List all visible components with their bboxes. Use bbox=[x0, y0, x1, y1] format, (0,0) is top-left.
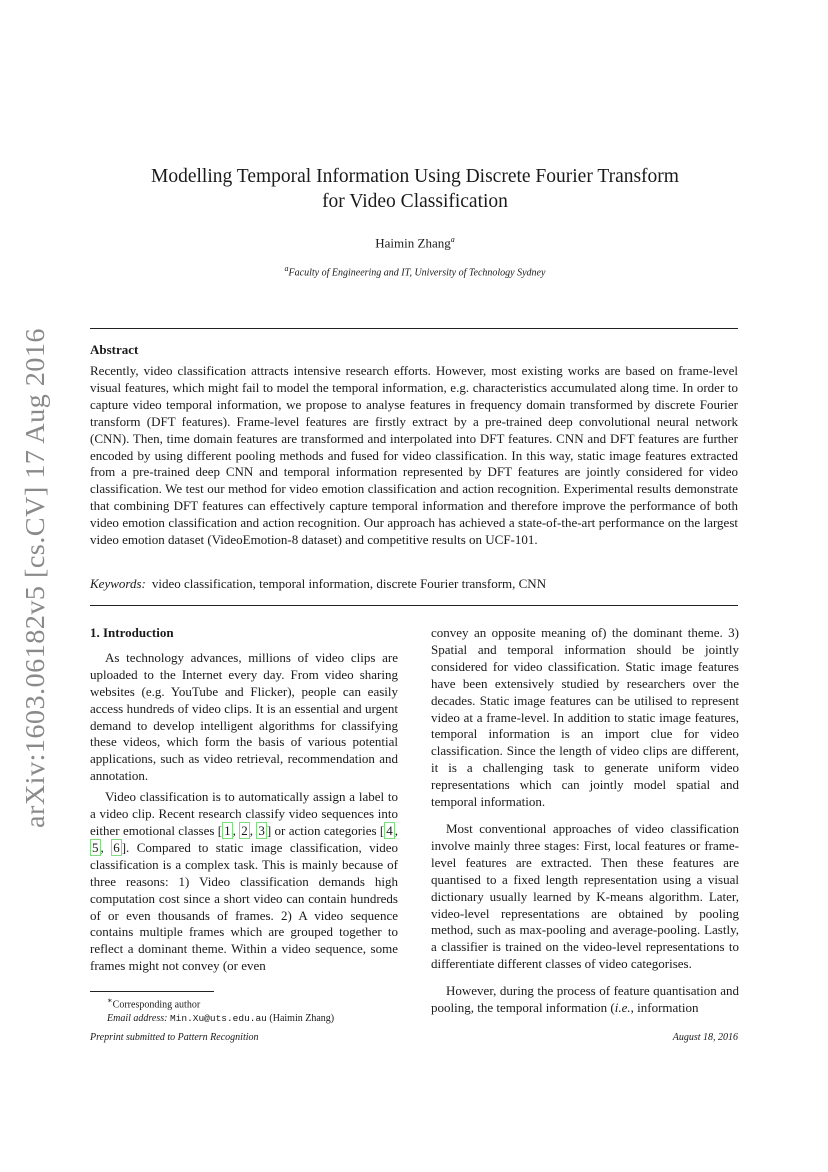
author-name: Haimin Zhang bbox=[375, 235, 451, 251]
citation-link[interactable]: 3 bbox=[258, 822, 265, 838]
footnote-email-owner: (Haimin Zhang) bbox=[269, 1013, 335, 1025]
intro-paragraph-2 bbox=[90, 789, 398, 975]
intro-p2-text-b: ] or action categories [ bbox=[266, 822, 385, 838]
affiliation-text: Faculty of Engineering and IT, University of Technology Sydney bbox=[288, 267, 546, 279]
top-rule bbox=[90, 328, 738, 329]
title-line-2: for Video Classification bbox=[322, 191, 508, 212]
footer-preprint: Preprint submitted to Pattern Recognition bbox=[90, 1032, 259, 1043]
affiliation bbox=[90, 264, 740, 278]
bottom-rule bbox=[90, 605, 738, 606]
arxiv-stamp bbox=[14, 322, 54, 828]
intro-paragraph-1: As technology advances, millions of video clips are uploaded to the Internet every day. From video sharing websites (e.g. YouTube and Flicker), people can easily access hundreds of video clips. It is an essential and urgent demand to develop intelligent algorithms for classifying these videos, which form the basis of various potential applications, such as video retrieval, recommendation and annotation. bbox=[90, 649, 398, 784]
keywords-text: video classification, temporal information, discrete Fourier transform, CNN bbox=[151, 576, 547, 591]
col2-paragraph-1: convey an opposite meaning of) the dominant theme. 3) Spatial and temporal information should be jointly considered for video classification. Static image features have been extensively studied by researchers over the decades. Static image features can be utilised to represent video at a frame-level. In addition to static image features, temporal information is an import clue for video classification. Since the length of video clips are different, it is a challenging task to generate uniform video representations which can jointly model spatial and temporal information. bbox=[431, 625, 739, 810]
keywords bbox=[90, 576, 738, 592]
abstract-heading: Abstract bbox=[90, 342, 139, 357]
author bbox=[90, 235, 740, 251]
footnote-corresponding: Corresponding author bbox=[112, 999, 201, 1011]
citation-link[interactable]: 5 bbox=[92, 839, 99, 855]
citation-link[interactable]: 1 bbox=[224, 822, 231, 838]
left-column bbox=[90, 625, 398, 975]
footnote bbox=[90, 994, 410, 1026]
footnote-rule bbox=[90, 991, 214, 992]
affiliation-mark: a bbox=[284, 264, 289, 273]
citation-separator: , bbox=[232, 822, 240, 838]
col2-paragraph-3 bbox=[431, 983, 739, 1017]
citation-link[interactable]: 6 bbox=[113, 839, 120, 855]
col2-p3-text-b: , information bbox=[630, 1000, 699, 1016]
paper-title bbox=[90, 164, 740, 214]
footnote-mark: ∗ bbox=[107, 996, 113, 1005]
citation-separator: , bbox=[394, 822, 399, 838]
citation-separator: , bbox=[100, 839, 112, 855]
intro-p2-text-c: ]. Compared to static image classification, video classification is a complex task. This is mainly because of three reasons: 1) Video classification demands high computation cost since a short video can contain hundreds of or even thousands of frames. 2) A video sequence contains multiple frames which are grouped together to reflect a dominant theme. Within a video sequence, some frames might not convey (or even bbox=[90, 839, 399, 974]
author-mark: a bbox=[450, 235, 455, 244]
citation-separator: , bbox=[249, 822, 257, 838]
keywords-label: Keywords: bbox=[90, 576, 146, 591]
intro-heading: 1. Introduction bbox=[90, 625, 174, 640]
citation-link[interactable]: 4 bbox=[386, 822, 393, 838]
col2-p3-ie: i.e. bbox=[614, 1000, 631, 1016]
col2-p3-text-a: However, during the process of feature quantisation and pooling, the temporal information ( bbox=[431, 983, 739, 1016]
citation-link[interactable]: 2 bbox=[241, 822, 248, 838]
col2-paragraph-2: Most conventional approaches of video classification involve mainly three stages: First, local features or frame-level features are extracted. Then these features are quantised to a fixed length representation using a visual dictionary usually learned by K-means algorithm. Later, video-level representations are obtained by pooling method, such as max-pooling and average-pooling. Lastly, a classifier is trained on the video-level representations to differentiate different classes of video categorises. bbox=[431, 820, 739, 972]
abstract-text: Recently, video classification attracts intensive research efforts. However, most existing works are based on frame-level visual features, which might fail to model the temporal information, e.g. characteristics accumulated along time. In order to capture video temporal information, we propose to analyse features in frequency domain transformed by discrete Fourier transform (DFT features). Frame-level features are firstly extract by a pre-trained deep convolutional neural network (CNN). Then, time domain features are transformed and interpolated into DFT features. CNN and DFT features are further encoded by using different pooling methods and fused for video classification. In this way, static image features extracted from a pre-trained deep CNN and temporal information represented by DFT features are jointly considered for video classification. We test our method for video emotion classification and action recognition. Experimental results demonstrate that combining DFT features can effectively capture temporal information and therefore improve the performance of both video emotion classification and action recognition. Our approach has achieved a state-of-the-art performance on the largest video emotion dataset (VideoEmotion-8 dataset) and competitive results on UCF-101. bbox=[90, 363, 738, 548]
right-column bbox=[431, 625, 739, 1017]
intro-p2-text-a: Video classification is to automatically assign a label to a video clip. Recent research classify video sequences into either emotional classes [ bbox=[90, 789, 398, 838]
footnote-email-label: Email address: bbox=[107, 1013, 168, 1025]
arxiv-stamp-text: arXiv:1603.06182v5 [cs.CV] 17 Aug 2016 bbox=[20, 350, 50, 828]
footer-date: August 18, 2016 bbox=[672, 1032, 738, 1043]
footnote-email[interactable]: Min.Xu@uts.edu.au bbox=[169, 1013, 267, 1025]
title-line-1: Modelling Temporal Information Using Discrete Fourier Transform bbox=[151, 166, 679, 187]
